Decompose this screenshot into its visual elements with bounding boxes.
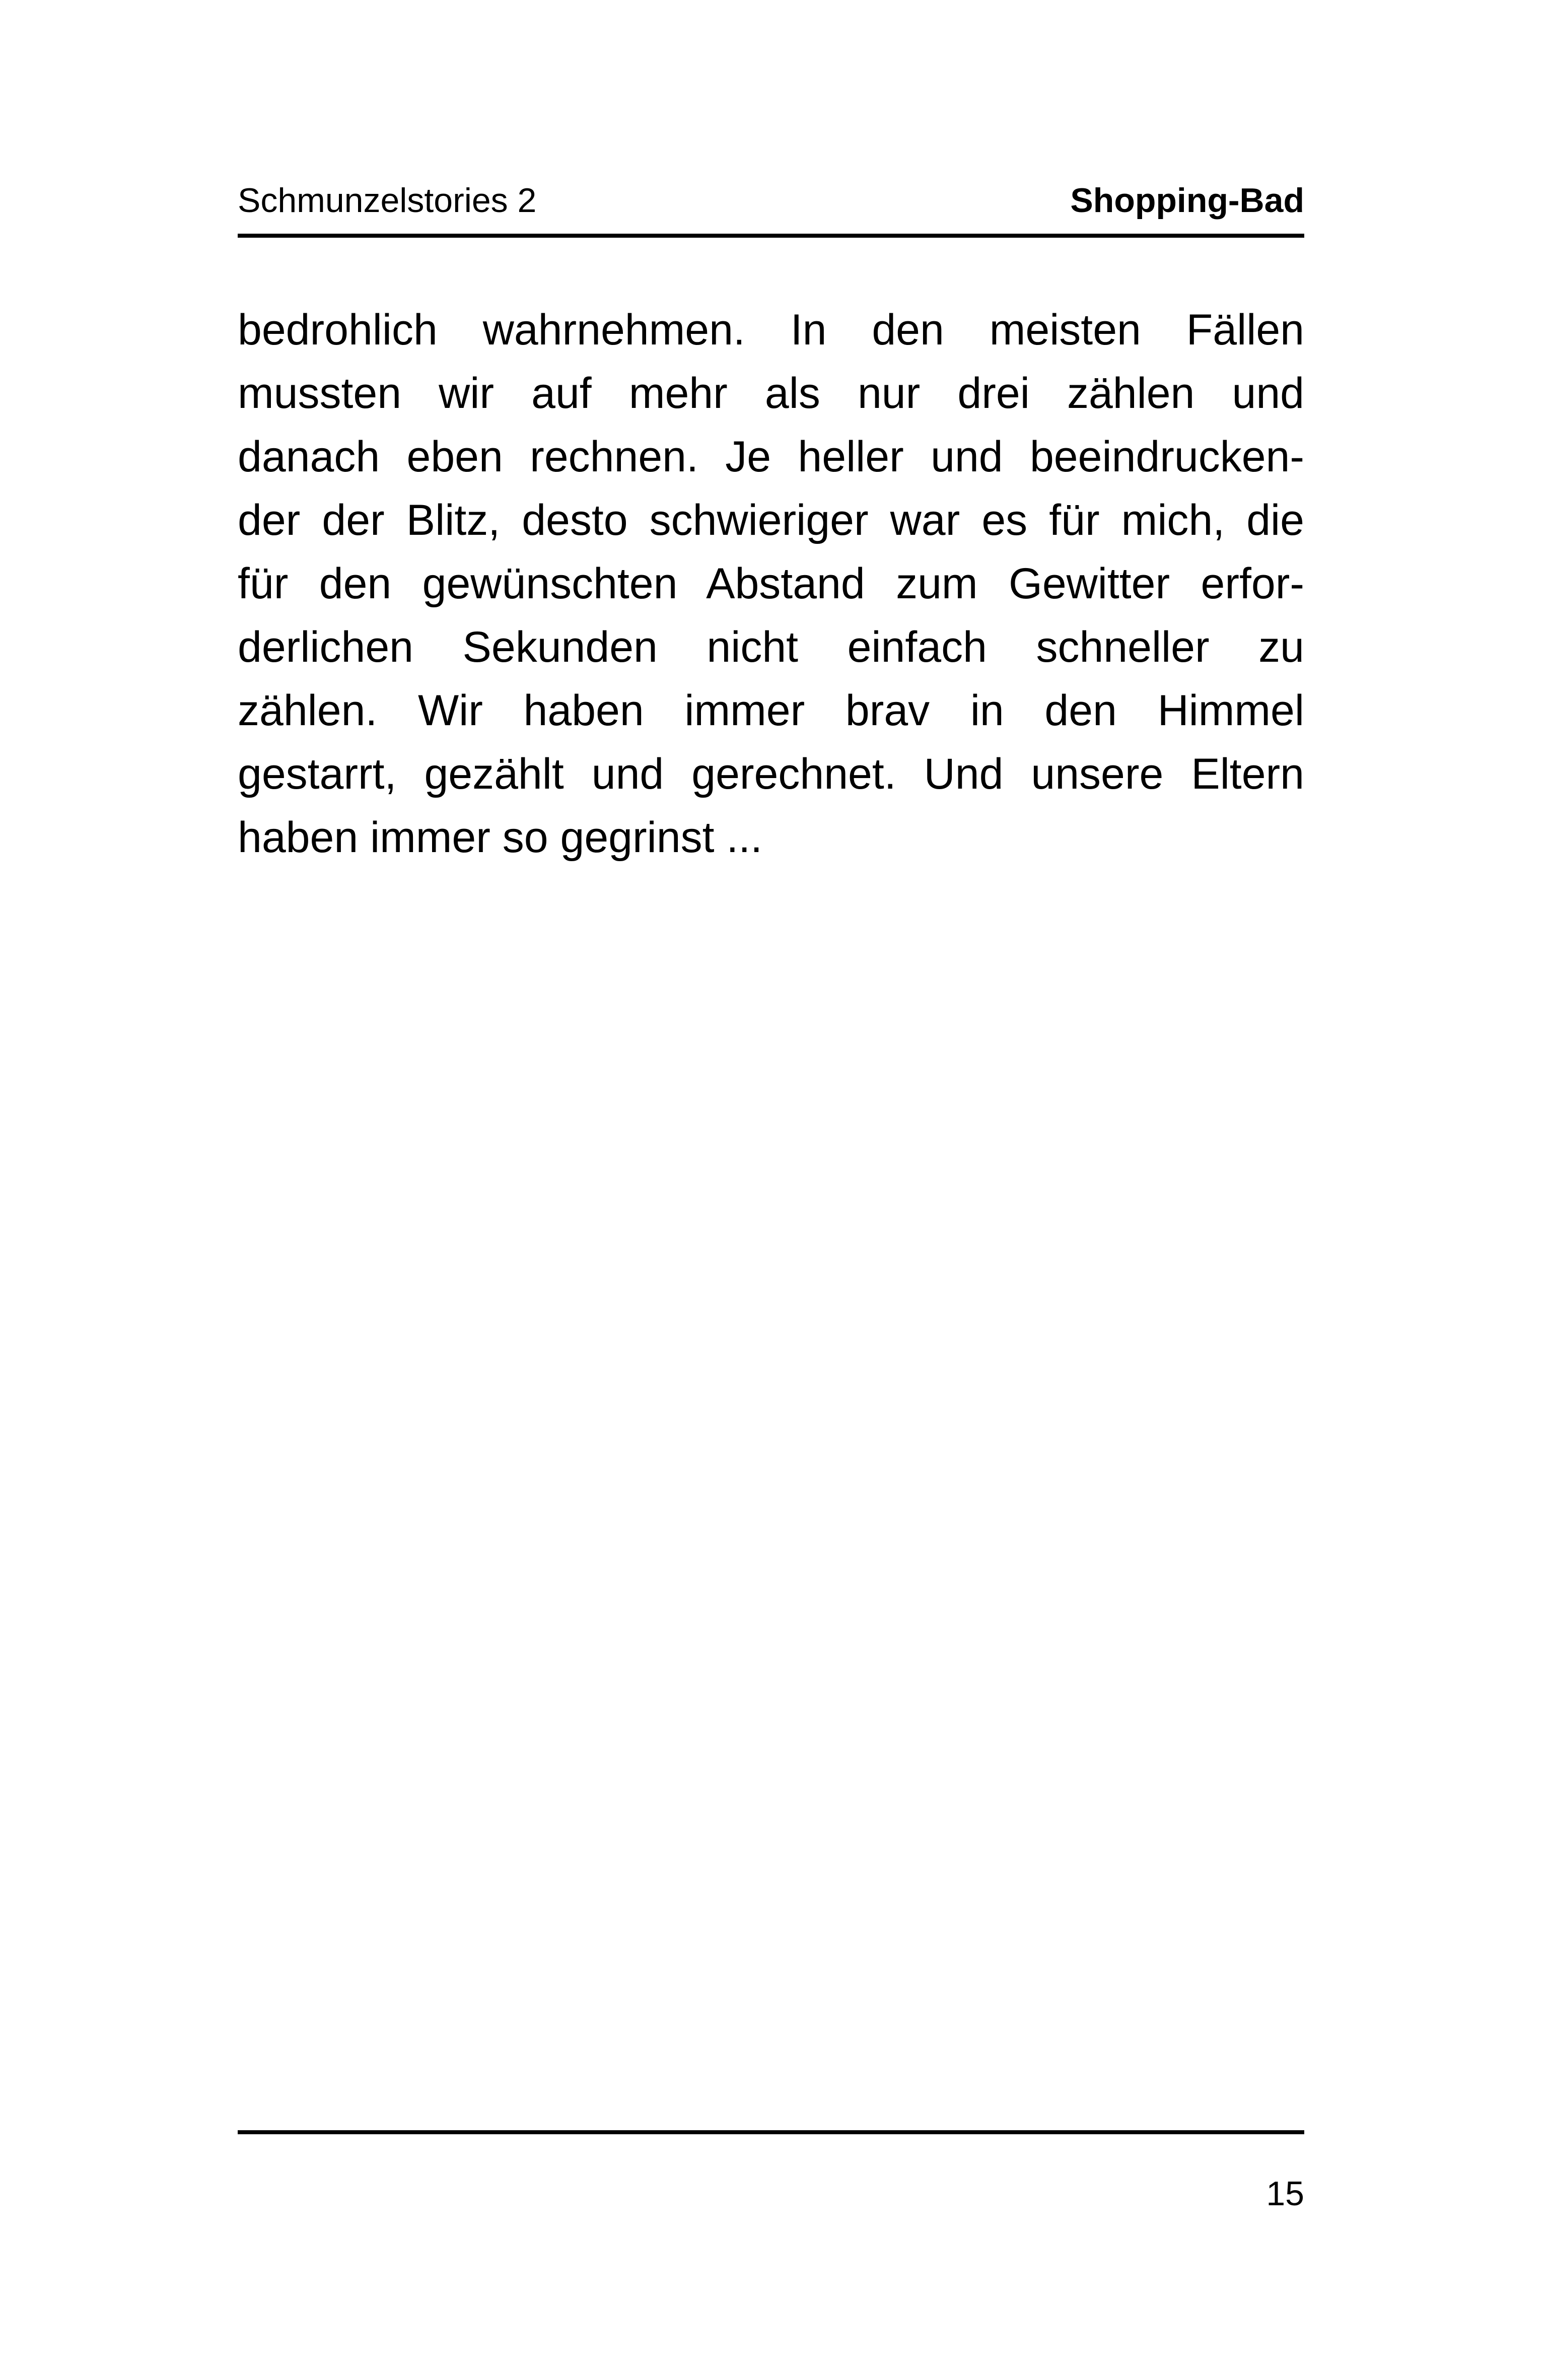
text-line: bedrohlich wahrnehmen. In den meisten Fällen — [238, 306, 1304, 354]
text-line: danach eben rechnen. Je heller und beeindrucken- — [238, 433, 1304, 481]
text-line: zählen. Wir haben immer brav in den Himmel — [238, 686, 1304, 735]
text-line: für den gewünschten Abstand zum Gewitter erfor- — [238, 559, 1304, 608]
running-header — [238, 177, 1304, 224]
chapter-title: Shopping-Bad — [1070, 181, 1304, 220]
text-line: mussten wir auf mehr als nur drei zählen und — [238, 369, 1304, 417]
body-paragraph — [238, 298, 1304, 869]
text-line: der der Blitz, desto schwieriger war es für mich, die — [238, 496, 1304, 544]
text-line: derlichen Sekunden nicht einfach schneller zu — [238, 623, 1304, 671]
text-line: gestarrt, gezählt und gerechnet. Und unsere Eltern — [238, 750, 1304, 798]
header-divider — [238, 234, 1304, 238]
footer-divider — [238, 2130, 1304, 2134]
page-number: 15 — [1266, 2175, 1304, 2213]
text-line: haben immer so gegrinst ... — [238, 813, 763, 862]
book-title: Schmunzelstories 2 — [238, 181, 537, 220]
